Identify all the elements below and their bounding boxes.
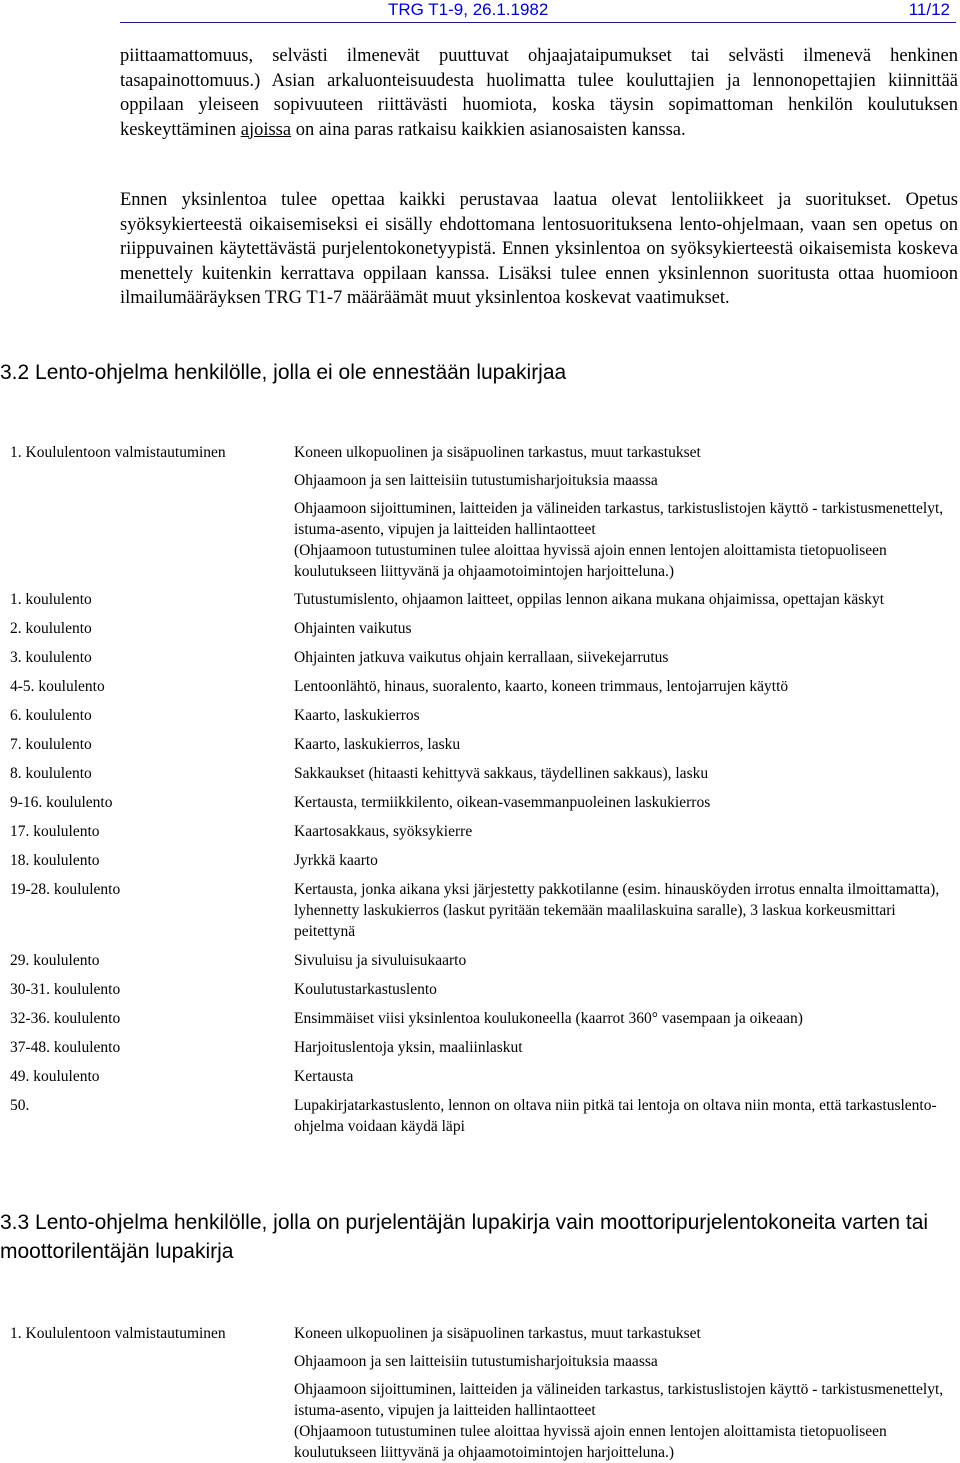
page-header [0, 0, 960, 20]
prep-item: Ohjaamoon sijoittuminen, laitteiden ja välineiden tarkastus, tarkistuslistojen käyttö - tarkistusmenettelyt, istuma-asento, vipujen ja laitteiden hallintaotteet [294, 1381, 944, 1419]
program-row-preparation [10, 442, 955, 582]
program-row [10, 950, 955, 971]
row-label: 37-48. koululento [10, 1039, 121, 1056]
program-row [10, 879, 955, 942]
program-row [10, 850, 955, 871]
program-row [10, 821, 955, 842]
row-label: 29. koululento [10, 952, 100, 969]
underlined-word: ajoissa [240, 119, 292, 140]
row-content: Ohjainten jatkuva vaikutus ohjain kerrallaan, siivekejarrutus [294, 649, 669, 666]
program-row [10, 979, 955, 1000]
row-content [294, 442, 955, 582]
row-label: 19-28. koululento [10, 881, 121, 898]
section-heading-3-2: 3.2 Lento-ohjelma henkilölle, jolla ei ole ennestään lupakirjaa [0, 361, 567, 384]
row-label: 4-5. koululento [10, 678, 105, 695]
row-label: 7. koululento [10, 736, 92, 753]
paragraph-text: on aina paras ratkaisu kaikkien asianosaisten kanssa. [291, 119, 686, 140]
row-label: 30-31. koululento [10, 981, 121, 998]
row-label: 8. koululento [10, 765, 92, 782]
program-row [10, 792, 955, 813]
document-reference: TRG T1-9, 26.1.1982 [388, 0, 549, 19]
program-row [10, 1008, 955, 1029]
row-label: 1. Koululentoon valmistautuminen [10, 444, 226, 461]
row-label: 2. koululento [10, 620, 92, 637]
row-label: 6. koululento [10, 707, 92, 724]
row-content: Tutustumislento, ohjaamon laitteet, oppilas lennon aikana mukana ohjaimissa, opettajan käskyt [294, 591, 885, 608]
row-label: 17. koululento [10, 823, 100, 840]
program-row [10, 618, 955, 639]
program-row-preparation [10, 1323, 955, 1463]
row-content [294, 1323, 955, 1463]
row-content: Sivuluisu ja sivuluisukaarto [294, 952, 467, 969]
row-label: 49. koululento [10, 1068, 100, 1085]
program-row [10, 647, 955, 668]
prep-item: Ohjaamoon ja sen laitteisiin tutustumisharjoituksia maassa [294, 472, 658, 489]
prep-item: Ohjaamoon ja sen laitteisiin tutustumisharjoituksia maassa [294, 1353, 658, 1370]
paragraph-solo-requirements [120, 188, 958, 311]
row-content: Kaarto, laskukierros, lasku [294, 736, 461, 753]
paragraph-suitability [120, 44, 958, 142]
prep-item: (Ohjaamoon tutustuminen tulee aloittaa hyvissä ajoin ennen lentojen aloittamista tietopuoliseen koulutukseen liittyvänä ja ohjaamotoimintojen harjoitteluna.) [294, 542, 887, 580]
row-label: 3. koululento [10, 649, 92, 666]
program-row [10, 1037, 955, 1058]
paragraph-text: Ennen yksinlentoa tulee opettaa kaikki perustavaa laatua olevat lentoliikkeet ja suoritukset. Opetus syöksykierteestä oikaisemiseksi ei sisälly ehdottomana lentosuorituksena lento-ohjelmaan, vaan sen opetus on riippuvainen käytettävästä purjelentokonetyypistä. Ennen yksinlentoa on syöksykierteestä oikaisemista koskeva menettely kuitenkin kerrattava oppilaan kanssa. Lisäksi tulee ennen yksinlennon suoritusta ottaa huomioon ilmailumääräyksen TRG T1-7 määräämät muut yksinlentoa koskevat vaatimukset. [120, 190, 958, 308]
row-label: 50. [10, 1097, 30, 1114]
row-content: Jyrkkä kaarto [294, 852, 378, 869]
page-number: 11/12 [908, 0, 950, 19]
prep-item: Koneen ulkopuolinen ja sisäpuolinen tarkastus, muut tarkastukset [294, 1325, 701, 1342]
prep-item: Ohjaamoon sijoittuminen, laitteiden ja välineiden tarkastus, tarkistuslistojen käyttö - tarkistusmenettelyt, istuma-asento, vipujen ja laitteiden hallintaotteet [294, 500, 944, 538]
flight-program-3-2 [10, 442, 955, 1137]
flight-program-3-3 [10, 1323, 955, 1463]
paragraph-text: piittaamattomuus, selvästi ilmenevät puuttuvat ohjaajataipumukset tai selvästi ilmenevä henkinen tasapainottomuus.) Asian arkaluonteisuudesta huolimatta tulee kouluttajien ja lennonopettajien kiinnittää oppilaan yleiseen sopivuuteen riittävästi huomiota, koska täysin sopimattoman henkilön koulutuksen keskeyttäminen [120, 46, 958, 140]
row-label: 9-16. koululento [10, 794, 113, 811]
prep-item: Koneen ulkopuolinen ja sisäpuolinen tarkastus, muut tarkastukset [294, 444, 701, 461]
section-heading-3-3: 3.3 Lento-ohjelma henkilölle, jolla on purjelentäjän lupakirja vain moottoripurjelentokoneita varten tai moottorilentäjän lupakirja [0, 1211, 929, 1263]
row-content: Harjoituslentoja yksin, maaliinlaskut [294, 1039, 523, 1056]
row-label: 32-36. koululento [10, 1010, 121, 1027]
row-label: 1. Koululentoon valmistautuminen [10, 1325, 226, 1342]
program-row [10, 734, 955, 755]
row-content: Kertausta [294, 1068, 354, 1085]
program-row [10, 676, 955, 697]
program-row [10, 1066, 955, 1087]
prep-item: (Ohjaamoon tutustuminen tulee aloittaa hyvissä ajoin ennen lentojen aloittamista tietopuoliseen koulutukseen liittyvänä ja ohjaamotoimintojen harjoitteluna.) [294, 1423, 887, 1461]
row-content: Ohjainten vaikutus [294, 620, 412, 637]
row-content: Lupakirjatarkastuslento, lennon on oltava niin pitkä tai lentoja on oltava niin monta, että tarkastuslento-ohjelma voidaan käydä läpi [294, 1097, 937, 1135]
row-content: Koulutustarkastuslento [294, 981, 437, 998]
row-content: Ensimmäiset viisi yksinlentoa koulukoneella (kaarrot 360° vasempaan ja oikeaan) [294, 1010, 803, 1027]
row-content: Lentoonlähtö, hinaus, suoralento, kaarto, koneen trimmaus, lentojarrujen käyttö [294, 678, 789, 695]
program-row [10, 1095, 955, 1137]
program-row [10, 705, 955, 726]
row-label: 1. koululento [10, 591, 92, 608]
program-row [10, 589, 955, 610]
row-content: Kertausta, jonka aikana yksi järjestetty pakkotilanne (esim. hinausköyden irrotus ennalta ilmoittamatta), lyhennetty laskukierros (laskut pyritään tekemään maalilaskuina saralle), 3 laskua korkeusmittari peitettynä [294, 881, 940, 940]
header-rule [120, 22, 956, 23]
row-content: Kaarto, laskukierros [294, 707, 420, 724]
row-content: Sakkaukset (hitaasti kehittyvä sakkaus, täydellinen sakkaus), lasku [294, 765, 709, 782]
row-content: Kertausta, termiikkilento, oikean-vasemmanpuoleinen laskukierros [294, 794, 711, 811]
row-content: Kaartosakkaus, syöksykierre [294, 823, 473, 840]
row-label: 18. koululento [10, 852, 100, 869]
program-row [10, 763, 955, 784]
